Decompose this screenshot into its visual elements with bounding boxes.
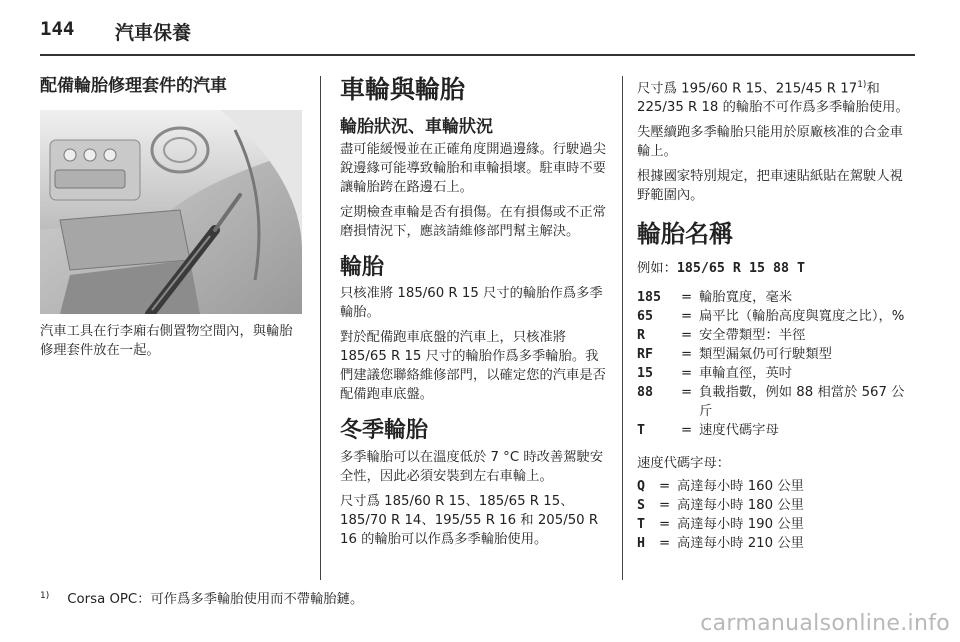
def-desc: 安全帶類型：半徑 [699, 328, 806, 344]
trunk-tool-photo [40, 110, 302, 314]
paragraph: 多季輪胎可以在溫度低於 7 °C 時改善駕駛安全性，因此必須安裝到左右車輪上。 [340, 449, 604, 484]
header-rule [40, 54, 915, 56]
column-divider-right [622, 76, 623, 580]
speed-desc: 高達每小時 190 公里 [677, 517, 804, 533]
subheading-condition: 輪胎狀況、車輪狀況 [340, 116, 493, 137]
section-heading: 配備輪胎修理套件的汽車 [40, 76, 227, 96]
photo-caption: 汽車工具在行李廂右側置物空間內，與輪胎修理套件放在一起。 [40, 324, 293, 359]
paragraph: 對於配備跑車底盤的汽車上，只核准將 185/65 R 15 尺寸的輪胎作爲多季輪胎。我們建議您聯絡維修部門，以確定您的汽車是否配備跑車底盤。 [340, 330, 606, 403]
speed-desc: 高達每小時 180 公里 [677, 498, 804, 514]
def-key: 65 [637, 309, 654, 325]
def-key: RF [637, 347, 654, 363]
designation-definitions [637, 288, 909, 440]
def-eq: = [681, 366, 693, 382]
paragraph: 定期檢查車輪是否有損傷。在有損傷或不正常磨損情況下，應該請維修部門幫主解決。 [340, 205, 606, 240]
speed-code-heading: 速度代碼字母： [637, 456, 731, 472]
paragraph-text: 尺寸爲 195/60 R 15、215/45 R 17 [637, 81, 858, 97]
chapter-title: 汽車保養 [115, 22, 192, 44]
def-eq: = [681, 328, 693, 344]
def-desc: 扁平比（輪胎高度與寬度之比），% [699, 309, 905, 325]
example-label: 例如： [637, 261, 677, 277]
footnote-ref: 1) [857, 80, 867, 90]
page-number: 144 [40, 18, 75, 40]
speed-key: S [637, 498, 646, 514]
column-middle [340, 76, 610, 555]
def-desc: 類型漏氣仍可行駛類型 [699, 347, 832, 363]
paragraph: 盡可能緩慢並在正確角度開過邊緣。行駛過尖銳邊緣可能導致輪胎和車輪損壞。駐車時不要讓輪胎跨在路邊石上。 [340, 142, 606, 196]
subheading-winter-tires: 冬季輪胎 [340, 418, 429, 444]
speed-key: T [637, 517, 646, 533]
def-key: 88 [637, 385, 654, 401]
speed-key: H [637, 536, 646, 552]
column-right [637, 76, 909, 553]
def-eq: = [681, 385, 693, 401]
def-desc: 速度代碼字母 [699, 423, 779, 439]
paragraph: 根據國家特別規定，把車速貼紙貼在駕駛人視野範圍內。 [637, 169, 903, 204]
paragraph: 失壓續跑多季輪胎只能用於原廠核准的合金車輪上。 [637, 125, 903, 160]
def-key: R [637, 328, 646, 344]
paragraph: 只核准將 185/60 R 15 尺寸的輪胎作爲多季輪胎。 [340, 286, 603, 321]
column-left [40, 76, 302, 360]
def-key: T [637, 423, 646, 439]
tool-illustration [40, 110, 302, 314]
footnote [40, 588, 363, 607]
speed-code-list [637, 477, 909, 553]
def-eq: = [681, 290, 693, 306]
def-eq: = [681, 423, 693, 439]
speed-eq: = [659, 536, 671, 552]
def-key: 185 [637, 290, 662, 306]
watermark: carmanualsonline.info [700, 611, 950, 636]
paragraph-text: 和 225/35 R 18 的輪胎不可作爲多季輪胎使用。 [637, 81, 909, 116]
def-key: 15 [637, 366, 654, 382]
paragraph: 尺寸爲 185/60 R 15、185/65 R 15、185/70 R 14、195/55 R 16 和 205/50 R 16 的輪胎可以作爲多季輪胎使用。 [340, 493, 599, 547]
def-desc: 負載指數，例如 88 相當於 567 公斤 [699, 385, 905, 420]
example-value: 185/65 R 15 88 T [676, 261, 805, 277]
example-line [637, 259, 909, 278]
speed-eq: = [659, 498, 671, 514]
speed-eq: = [659, 517, 671, 533]
def-eq: = [681, 347, 693, 363]
speed-eq: = [659, 479, 671, 495]
def-desc: 輪胎寬度，毫米 [699, 290, 793, 306]
footnote-text: Corsa OPC：可作爲多季輪胎使用而不帶輪胎鏈。 [67, 592, 364, 607]
speed-desc: 高達每小時 210 公里 [677, 536, 804, 552]
main-title: 車輪與輪胎 [340, 75, 466, 104]
column-divider-left [320, 76, 321, 580]
speed-key: Q [637, 479, 646, 495]
tire-designation-title: 輪胎名稱 [637, 220, 733, 249]
footnote-mark: 1) [40, 590, 50, 601]
def-desc: 車輪直徑，英吋 [699, 366, 793, 382]
def-eq: = [681, 309, 693, 325]
paragraph [637, 76, 909, 117]
subheading-tires: 輪胎 [340, 255, 385, 281]
speed-desc: 高達每小時 160 公里 [677, 479, 804, 495]
